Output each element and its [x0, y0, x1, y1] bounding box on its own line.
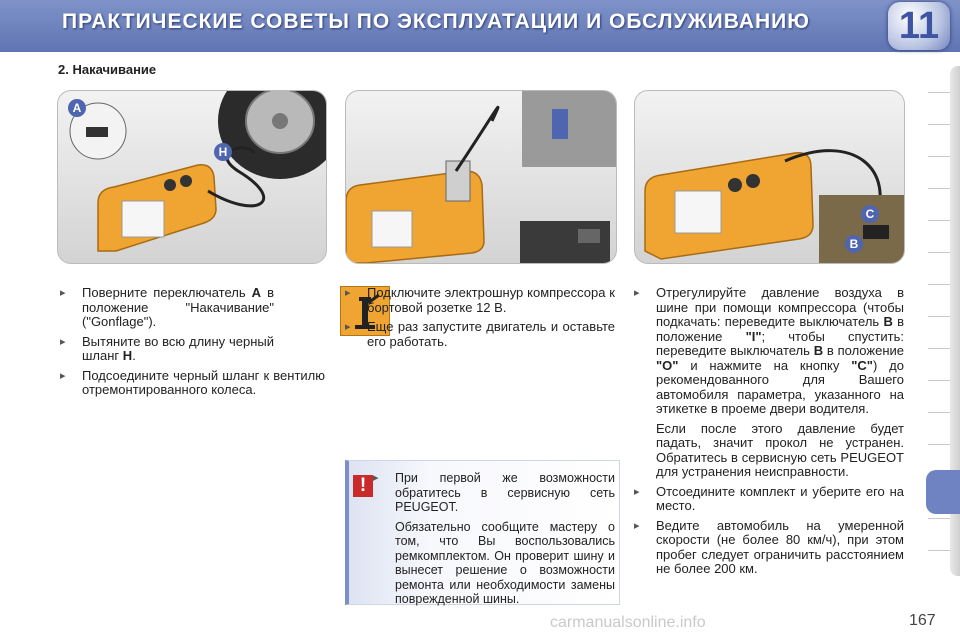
bullet-icon: ▸: [345, 321, 351, 333]
chapter-tab[interactable]: [928, 412, 950, 413]
chapter-tab[interactable]: [928, 348, 950, 349]
pressure-illustration: [635, 91, 904, 263]
warning-icon: !: [353, 475, 373, 497]
bullet-icon: ▸: [60, 369, 66, 382]
header-bar: [0, 0, 960, 52]
bullet-icon: ▸: [634, 519, 640, 532]
chapter-tab[interactable]: [928, 316, 950, 317]
warning-box: [345, 460, 620, 605]
bullet-icon: ▸: [345, 287, 351, 299]
instruction-disconnect: ▸ Отсоедините комплект и уберите его на место.: [634, 483, 904, 513]
bullet-icon: ▸: [373, 472, 379, 484]
page-number: 167: [909, 612, 936, 629]
bullet-icon: ▸: [634, 287, 640, 299]
warning-details: Обязательно сообщите мастеру о том, что Вы воспользовались ремкомплектом. Он проверит шину и вынесет решение о возможности ремонта или необходимости замены поврежденной шины.: [395, 519, 615, 606]
instruction-adjust-pressure: ▸ Отрегулируйте давление воздуха в шине при помощи компрессора (чтобы подкачать: переведите выключатель B в положение "I"; чтобы спустить: переведите выключатель B в положение "O" и нажмите на кнопку "C") до рекомендованного для Вашего автомобиля параметра, указанного на этикетке в проеме двери водителя.: [634, 285, 904, 416]
instruction-switch-a: ▸ Поверните переключатель A в положение "Накачивание" ("Gonflage").: [60, 285, 274, 329]
bullet-icon: ▸: [634, 485, 640, 498]
chapter-tab[interactable]: [928, 124, 950, 125]
chapter-tab[interactable]: [928, 550, 950, 551]
chapter-tab[interactable]: [928, 188, 950, 189]
label-c-badge: C: [861, 205, 879, 223]
chapter-tab[interactable]: [928, 518, 950, 519]
chapter-tab[interactable]: [928, 92, 950, 93]
chapter-badge[interactable]: 11: [888, 2, 950, 50]
column-2: [345, 286, 615, 354]
instruction-plug: ▸ Подключите электрошнур компрессора к бортовой розетке 12 В.: [345, 285, 615, 315]
column-1: [60, 286, 325, 403]
chapter-tab[interactable]: [928, 380, 950, 381]
chapter-tab[interactable]: [928, 156, 950, 157]
bullet-icon: ▸: [60, 335, 66, 348]
photo-compressor-hose: [57, 90, 327, 264]
photo-pressure-adjust: [634, 90, 905, 264]
chapter-tab[interactable]: [928, 252, 950, 253]
instruction-valve: ▸ Подсоедините черный шланг к вентилю отремонтированного колеса.: [60, 367, 325, 397]
chapter-tab-active[interactable]: [926, 470, 960, 514]
label-a-badge: A: [68, 99, 86, 117]
instruction-drive-speed: ▸ Ведите автомобиль на умеренной скорости (не более 80 км/ч), при этом пробег следует ограничить расстоянием не более 200 км.: [634, 517, 904, 576]
bullet-icon: ▸: [60, 287, 66, 299]
chapter-tab[interactable]: [928, 284, 950, 285]
instruction-engine: ▸ Еще раз запустите двигатель и оставьте его работать.: [345, 319, 615, 349]
label-h-badge: H: [214, 143, 232, 161]
instruction-hose-h: ▸ Вытяните во всю длину черный шланг H.: [60, 333, 274, 363]
socket-illustration: [346, 91, 616, 263]
watermark: carmanualsonline.info: [550, 614, 706, 631]
chapter-tab[interactable]: [928, 220, 950, 221]
label-b-badge: B: [845, 235, 863, 253]
photo-power-socket: [345, 90, 617, 264]
chapter-tab[interactable]: [928, 444, 950, 445]
header-title: ПРАКТИЧЕСКИЕ СОВЕТЫ ПО ЭКСПЛУАТАЦИИ И ОБСЛУЖИВАНИЮ: [62, 10, 810, 33]
compressor-illustration: [58, 91, 326, 263]
pressure-drop-note: Если после этого давление будет падать, значит прокол не устранен. Обратитесь в сервисную сеть PEUGEOT для устранения неисправности.: [656, 420, 904, 479]
warning-service: ▸ При первой же возможности обратитесь в сервисную сеть PEUGEOT.: [373, 471, 615, 514]
column-3: [634, 286, 904, 582]
section-title: 2. Накачивание: [58, 62, 157, 77]
